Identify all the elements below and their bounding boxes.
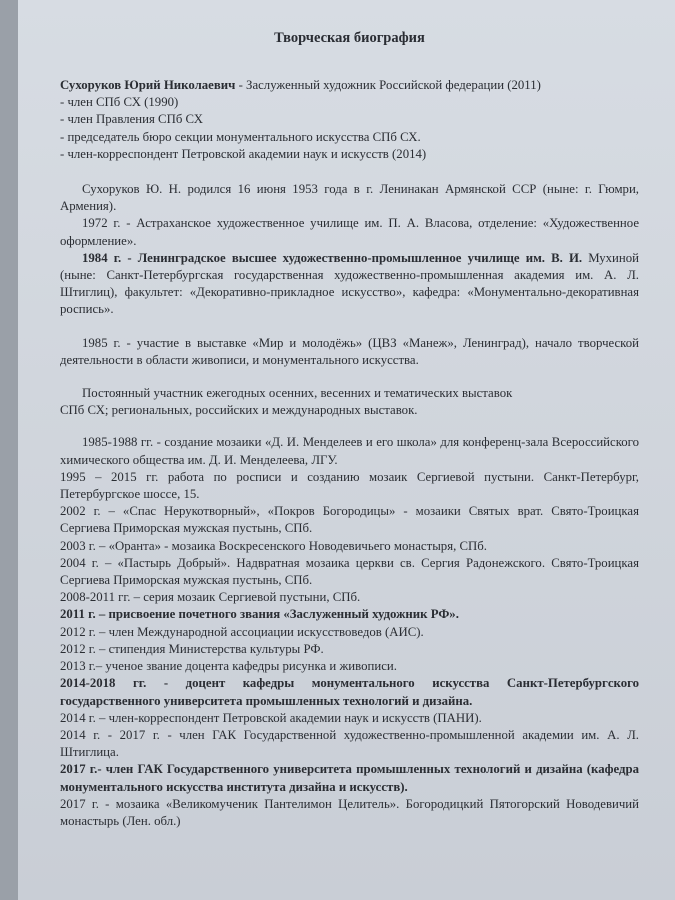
header-block <box>60 77 639 163</box>
chronology-item: 2012 г. – стипендия Министерства культуры РФ. <box>60 641 324 656</box>
role-item: - член СПб СХ (1990) <box>60 95 179 110</box>
artist-name: Сухоруков Юрий Николаевич <box>60 78 236 92</box>
bio-permanent-1: Постоянный участник ежегодных осенних, весенних и тематических выставок <box>82 386 513 401</box>
chronology-item: 2017 г.- член ГАК Государственного университета промышленных технологий и дизайна (кафедра монументального искусства института дизайна и искусств). <box>60 762 639 794</box>
bio-block <box>60 181 639 419</box>
chronology-item: 1985-1988 гг. - создание мозаики «Д. И. Менделеев и его школа» для конференц-зала Всероссийского химического общества им. Д. И. Менделеева, ЛГУ. <box>60 435 639 467</box>
chronology-item: 2003 г. – «Оранта» - мозаика Воскресенского Новодевичьего монастыря, СПб. <box>60 538 487 553</box>
chronology-item: 2002 г. – «Спас Нерукотворный», «Покров Богородицы» - мозаики Святых врат. Свято-Троицкая Сергиева Приморская мужская пустынь, СПб. <box>60 504 639 536</box>
bio-1985: 1985 г. - участие в выставке «Мир и молодёжь» (ЦВЗ «Манеж», Ленинград), начало творческой деятельности в области живописи, и монументального искусства. <box>60 335 639 367</box>
chronology-list <box>60 434 639 830</box>
honorary-title: - Заслуженный художник Российской федерации (2011) <box>235 78 541 92</box>
header-line <box>60 77 639 94</box>
role-item: - член-корреспондент Петровской академии наук и искусств (2014) <box>60 146 427 161</box>
document-page <box>18 0 675 900</box>
chronology-item: 2014-2018 гг. - доцент кафедры монументального искусства Санкт-Петербургского государственного университета промышленных технологий и дизайна. <box>60 676 639 708</box>
chronology-item: 2008-2011 гг. – серия мозаик Сергиевой пустыни, СПб. <box>60 590 361 605</box>
role-item: - председатель бюро секции монументального искусства СПб СХ. <box>60 129 421 144</box>
chronology-item: 2012 г. – член Международной ассоциации искусствоведов (АИС). <box>60 624 424 639</box>
bio-birth: Сухоруков Ю. Н. родился 16 июня 1953 года в г. Ленинакан Армянской ССР (ныне: г. Гюмри, Армения). <box>60 182 639 214</box>
bio-1984 <box>60 250 639 319</box>
bio-permanent-2: СПб СХ; региональных, российских и международных выставок. <box>60 403 418 418</box>
chronology-item: 2014 г. - 2017 г. - член ГАК Государственной художественно-промышленной академии им. А. Л. Штиглица. <box>60 727 639 760</box>
chronology-item: 2011 г. – присвоение почетного звания «Заслуженный художник РФ». <box>60 607 459 622</box>
bio-1984-rest: Мухиной (ныне: Санкт-Петербургская государственная художественно-промышленная академия им. А. Л. Штиглиц), факультет: «Декоративно-прикладное искусство», кафедра: «Монументально-декоративная роспись». <box>60 250 639 317</box>
chronology-item: 1995 – 2015 гг. работа по росписи и созданию мозаик Сергиевой пустыни. Санкт-Петербург, Петербургское шоссе, 15. <box>60 469 639 502</box>
bio-1984-head: 1984 г. - Ленинградское высшее художественно-промышленное училище им. В. И. <box>82 250 583 265</box>
chronology-item: 2017 г. - мозаика «Великомученик Пантелимон Целитель». Богородицкий Пятогорский Новодевичий монастырь (Лен. обл.) <box>60 796 639 828</box>
role-item: - член Правления СПб СХ <box>60 112 203 127</box>
bio-1972: 1972 г. - Астраханское художественное училище им. П. А. Власова, отделение: «Художественное оформление». <box>60 216 639 248</box>
page-title: Творческая биография <box>274 30 425 46</box>
chronology-item: 2014 г. – член-корреспондент Петровской академии наук и искусств (ПАНИ). <box>60 710 482 725</box>
chronology-item: 2004 г. – «Пастырь Добрый». Надвратная мозаика церкви св. Сергия Радонежского. Свято-Троицкая Сергиева Приморская мужская пустынь, СПб. <box>60 555 639 588</box>
chronology-item: 2013 г.– ученое звание доцента кафедры рисунка и живописи. <box>60 659 397 674</box>
